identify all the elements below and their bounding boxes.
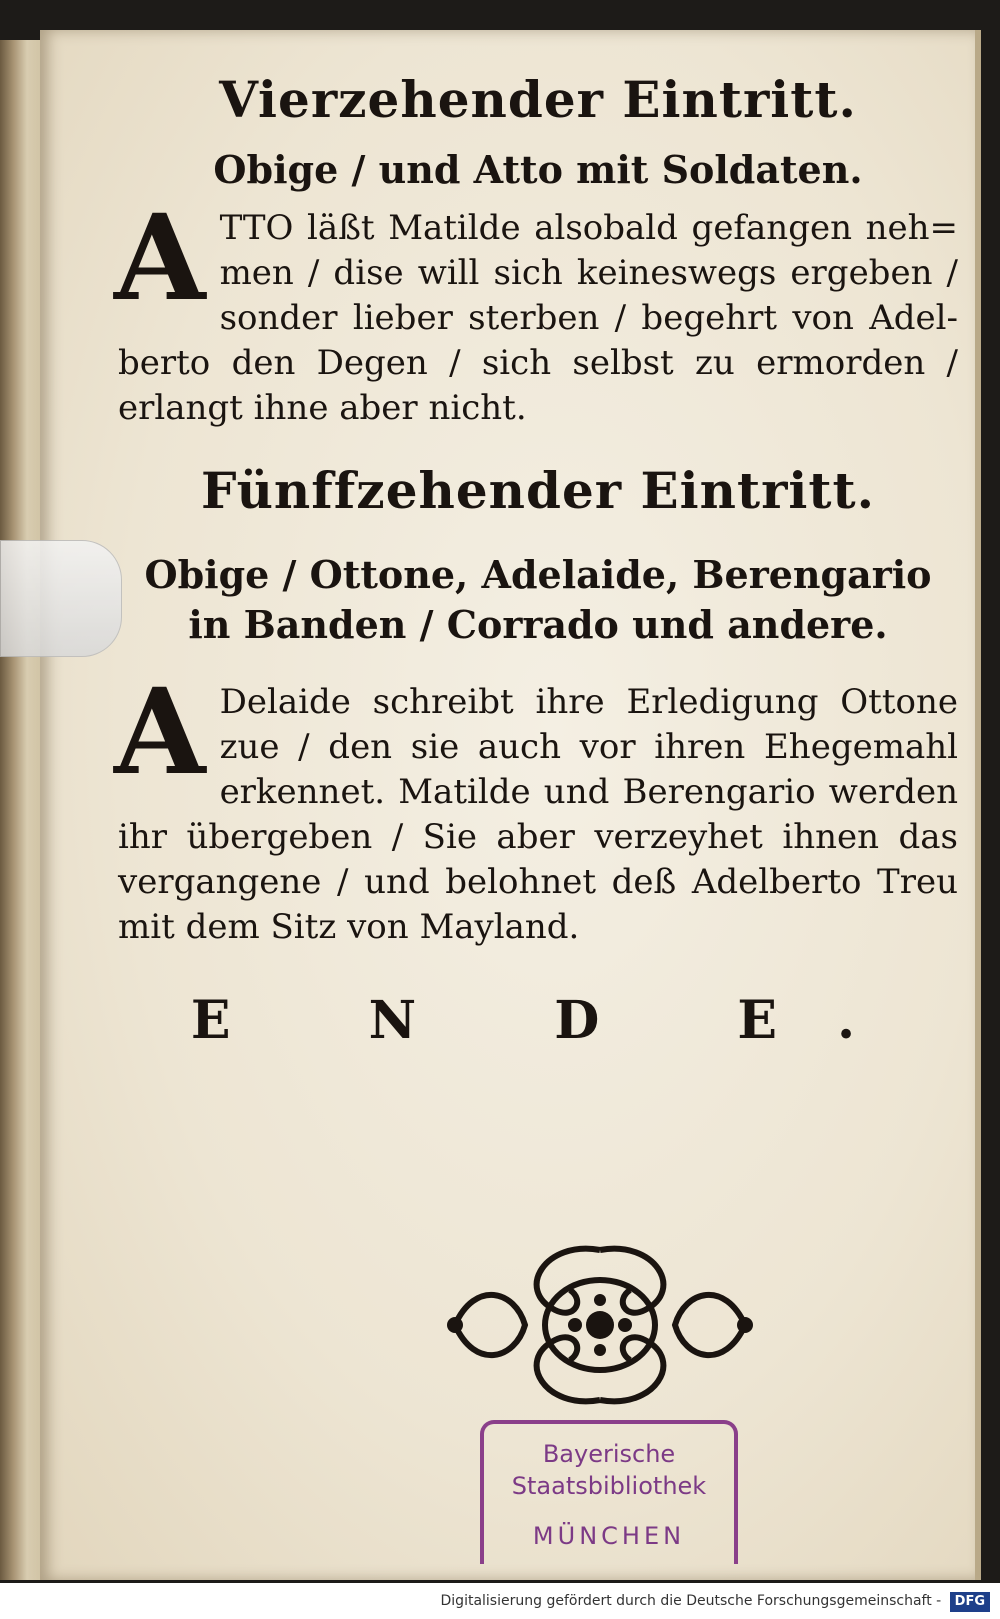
stamp-line-3: MÜNCHEN [532, 1522, 686, 1550]
scene-14-persons: Obige / und Atto mit Soldaten. [213, 147, 863, 192]
page-clip-tab [0, 540, 122, 657]
book-page [40, 30, 981, 1580]
drop-cap: A [114, 662, 206, 801]
page-content [114, 70, 958, 1051]
scene-14-body: TTO läßt Matilde alsobald gefangen neh= men / dise will sich keineswegs ergeben / sonder lieber sterben / begehrt von Adel- berto den Degen / sich selbst zu ermorden / erlangt ihne aber nicht. [118, 208, 958, 428]
scene-14-heading: Vierzehender Eintritt. [219, 70, 857, 129]
scene-15-text [114, 662, 958, 950]
stamp-line-2: Staatsbibliothek [511, 1472, 707, 1500]
scene-14-text [114, 188, 958, 431]
dfg-logo: DFG [950, 1592, 990, 1612]
stamp-line-1: Bayerische [542, 1440, 676, 1468]
book-edge [0, 40, 45, 1580]
library-stamp [480, 1420, 738, 1564]
digitization-footer [0, 1583, 1000, 1619]
scene-15-persons: Obige / Ottone, Adelaide, Berengario in Banden / Corrado und andere. [144, 552, 932, 647]
scene-15-heading: Fünffzehender Eintritt. [200, 461, 876, 520]
footer-text: Digitalisierung gefördert durch die Deutsche Forschungsgemeinschaft - [440, 1593, 942, 1609]
ende-text: E N D E. [190, 990, 916, 1051]
ornament-vignette [435, 1230, 765, 1420]
scene-15-body: Delaide schreibt ihre Erledigung Ottone zue / den sie auch vor ihren Ehegemahl erkennet. Matilde und Berengario werden ihr übergeben / Sie aber verzeyhet ihnen das vergangene / und belohnet deß Adelberto Treu mit dem Sitz von Mayland. [118, 682, 958, 947]
drop-cap: A [114, 188, 206, 327]
